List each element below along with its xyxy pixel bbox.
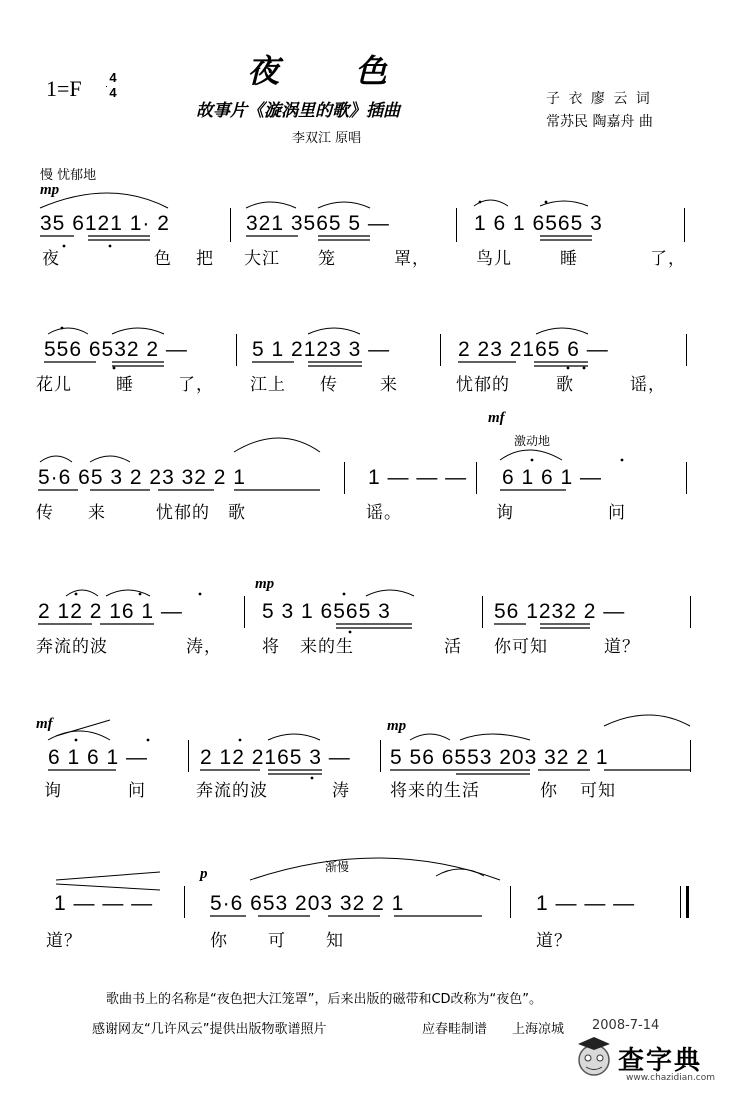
lyric: 来 <box>88 503 106 523</box>
mascot-icon <box>572 1034 616 1080</box>
lyric: 你 <box>210 931 228 951</box>
original-singer: 李双江 原唱 <box>292 131 362 146</box>
dynamic-mp: mp <box>40 182 60 198</box>
lyric: 睡 <box>116 375 134 395</box>
song-subtitle: 故事片《漩涡里的歌》插曲 <box>196 101 400 121</box>
expression-excited: 激动地 <box>514 434 551 448</box>
lyric: 可知 <box>580 781 616 801</box>
tempo-marking: 慢 忧郁地 <box>40 168 97 183</box>
lyric: 鸟儿 <box>476 249 512 269</box>
measure-notes: 2 23 2165 6 — <box>458 338 609 361</box>
lyric: 了， <box>650 249 686 269</box>
lyric: 道？ <box>536 931 572 951</box>
measure-notes: 1 — — — <box>536 892 636 915</box>
measure-notes: 1 — — — <box>54 892 154 915</box>
dynamic-p: p <box>200 866 208 882</box>
lyric: 道？ <box>46 931 82 951</box>
lyric: 谣。 <box>366 503 402 523</box>
lyric: 忧郁的 <box>456 375 510 395</box>
measure-notes: 5 3 1 6565 3 <box>262 600 391 623</box>
lyric: 问 <box>128 781 146 801</box>
footnote-place: 上海凉城 <box>512 1022 565 1037</box>
composer-credit: 常苏民 陶嘉舟 曲 <box>546 114 653 130</box>
measure-notes: 2 12 2165 3 — <box>200 746 351 769</box>
lyric: 大江 <box>244 249 280 269</box>
lyric: 奔流的波 <box>196 781 268 801</box>
lyric: 知 <box>326 931 344 951</box>
time-signature-bottom: 4 <box>109 85 117 100</box>
lyric: 涛， <box>186 637 222 657</box>
watermark-logo-text: 查字典 <box>618 1046 703 1076</box>
lyric: 传 <box>36 503 54 523</box>
lyric: 涛 <box>332 781 350 801</box>
lyric: 夜 <box>42 249 60 269</box>
dynamic-mf: mf <box>36 716 53 732</box>
lyric: 花儿 <box>36 375 72 395</box>
measure-notes: 5·6 653 203 32 2 1 <box>210 892 405 915</box>
lyric: 谣， <box>630 375 666 395</box>
title-char-1: 夜 <box>247 52 288 90</box>
measure-notes: 556 6532 2 — <box>44 338 188 361</box>
measure-notes: 5·6 65 3 2 23 32 2 1 <box>38 466 246 489</box>
footnote-date: 2008-7-14 <box>592 1018 660 1033</box>
lyric: 笼 <box>318 249 336 269</box>
lyric: 歌 <box>228 503 246 523</box>
expression-ritardando: 渐慢 <box>325 860 350 874</box>
lyric: 罩， <box>394 249 430 269</box>
lyric: 来的生 <box>300 637 354 657</box>
dynamic-mp: mp <box>387 718 407 734</box>
lyric: 可 <box>268 931 286 951</box>
lyric: 江上 <box>250 375 286 395</box>
measure-notes: 5 1 2123 3 — <box>252 338 391 361</box>
key-signature: 1=F <box>46 76 82 101</box>
lyric: 活 <box>444 637 462 657</box>
measure-notes: 6 1 6 1 — <box>48 746 149 769</box>
measure-notes: 6 1 6 1 — <box>502 466 603 489</box>
lyric: 忧郁的 <box>156 503 210 523</box>
measure-notes: 5 56 6553 203 32 2 1 <box>390 746 609 769</box>
lyric: 将来的生活 <box>390 781 480 801</box>
lyric: 传 <box>320 375 338 395</box>
lyric: 问 <box>608 503 626 523</box>
footnote-maker: 应春畦制谱 <box>422 1022 488 1037</box>
title-char-2: 色 <box>355 52 396 90</box>
lyric: 询 <box>496 503 514 523</box>
measure-notes: 2 12 2 16 1 — <box>38 600 183 623</box>
measure-notes: 35 6121 1· 2 <box>40 212 170 235</box>
measure-notes: 321 3565 5 — <box>246 212 390 235</box>
lyric: 色 <box>154 249 172 269</box>
time-signature-top: 4 <box>109 70 117 85</box>
lyric: 了， <box>178 375 214 395</box>
lyric: 询 <box>44 781 62 801</box>
lyricist-credit: 子 衣 廖 云 词 <box>546 91 652 107</box>
lyric: 把 <box>196 249 214 269</box>
lyric: 道？ <box>604 637 640 657</box>
measure-notes: 1 6 1 6565 3 <box>474 212 603 235</box>
lyric: 你可知 <box>494 637 548 657</box>
lyric: 将 <box>262 637 280 657</box>
lyric: 歌 <box>556 375 574 395</box>
measure-notes: 1 — — — <box>368 466 468 489</box>
dynamic-mf: mf <box>488 410 505 426</box>
lyric: 奔流的波 <box>36 637 108 657</box>
footnote-title-note: 歌曲书上的名称是“夜色把大江笼罩”，后来出版的磁带和CD改称为“夜色”。 <box>106 992 543 1007</box>
watermark-url: www.chazidian.com <box>626 1073 716 1083</box>
measure-notes: 56 1232 2 — <box>494 600 626 623</box>
lyric: 你 <box>540 781 558 801</box>
lyric: 睡 <box>560 249 578 269</box>
footnote-thanks: 感谢网友“几许风云”提供出版物歌谱照片 <box>92 1022 327 1037</box>
dynamic-mp: mp <box>255 576 275 592</box>
lyric: 来 <box>380 375 398 395</box>
